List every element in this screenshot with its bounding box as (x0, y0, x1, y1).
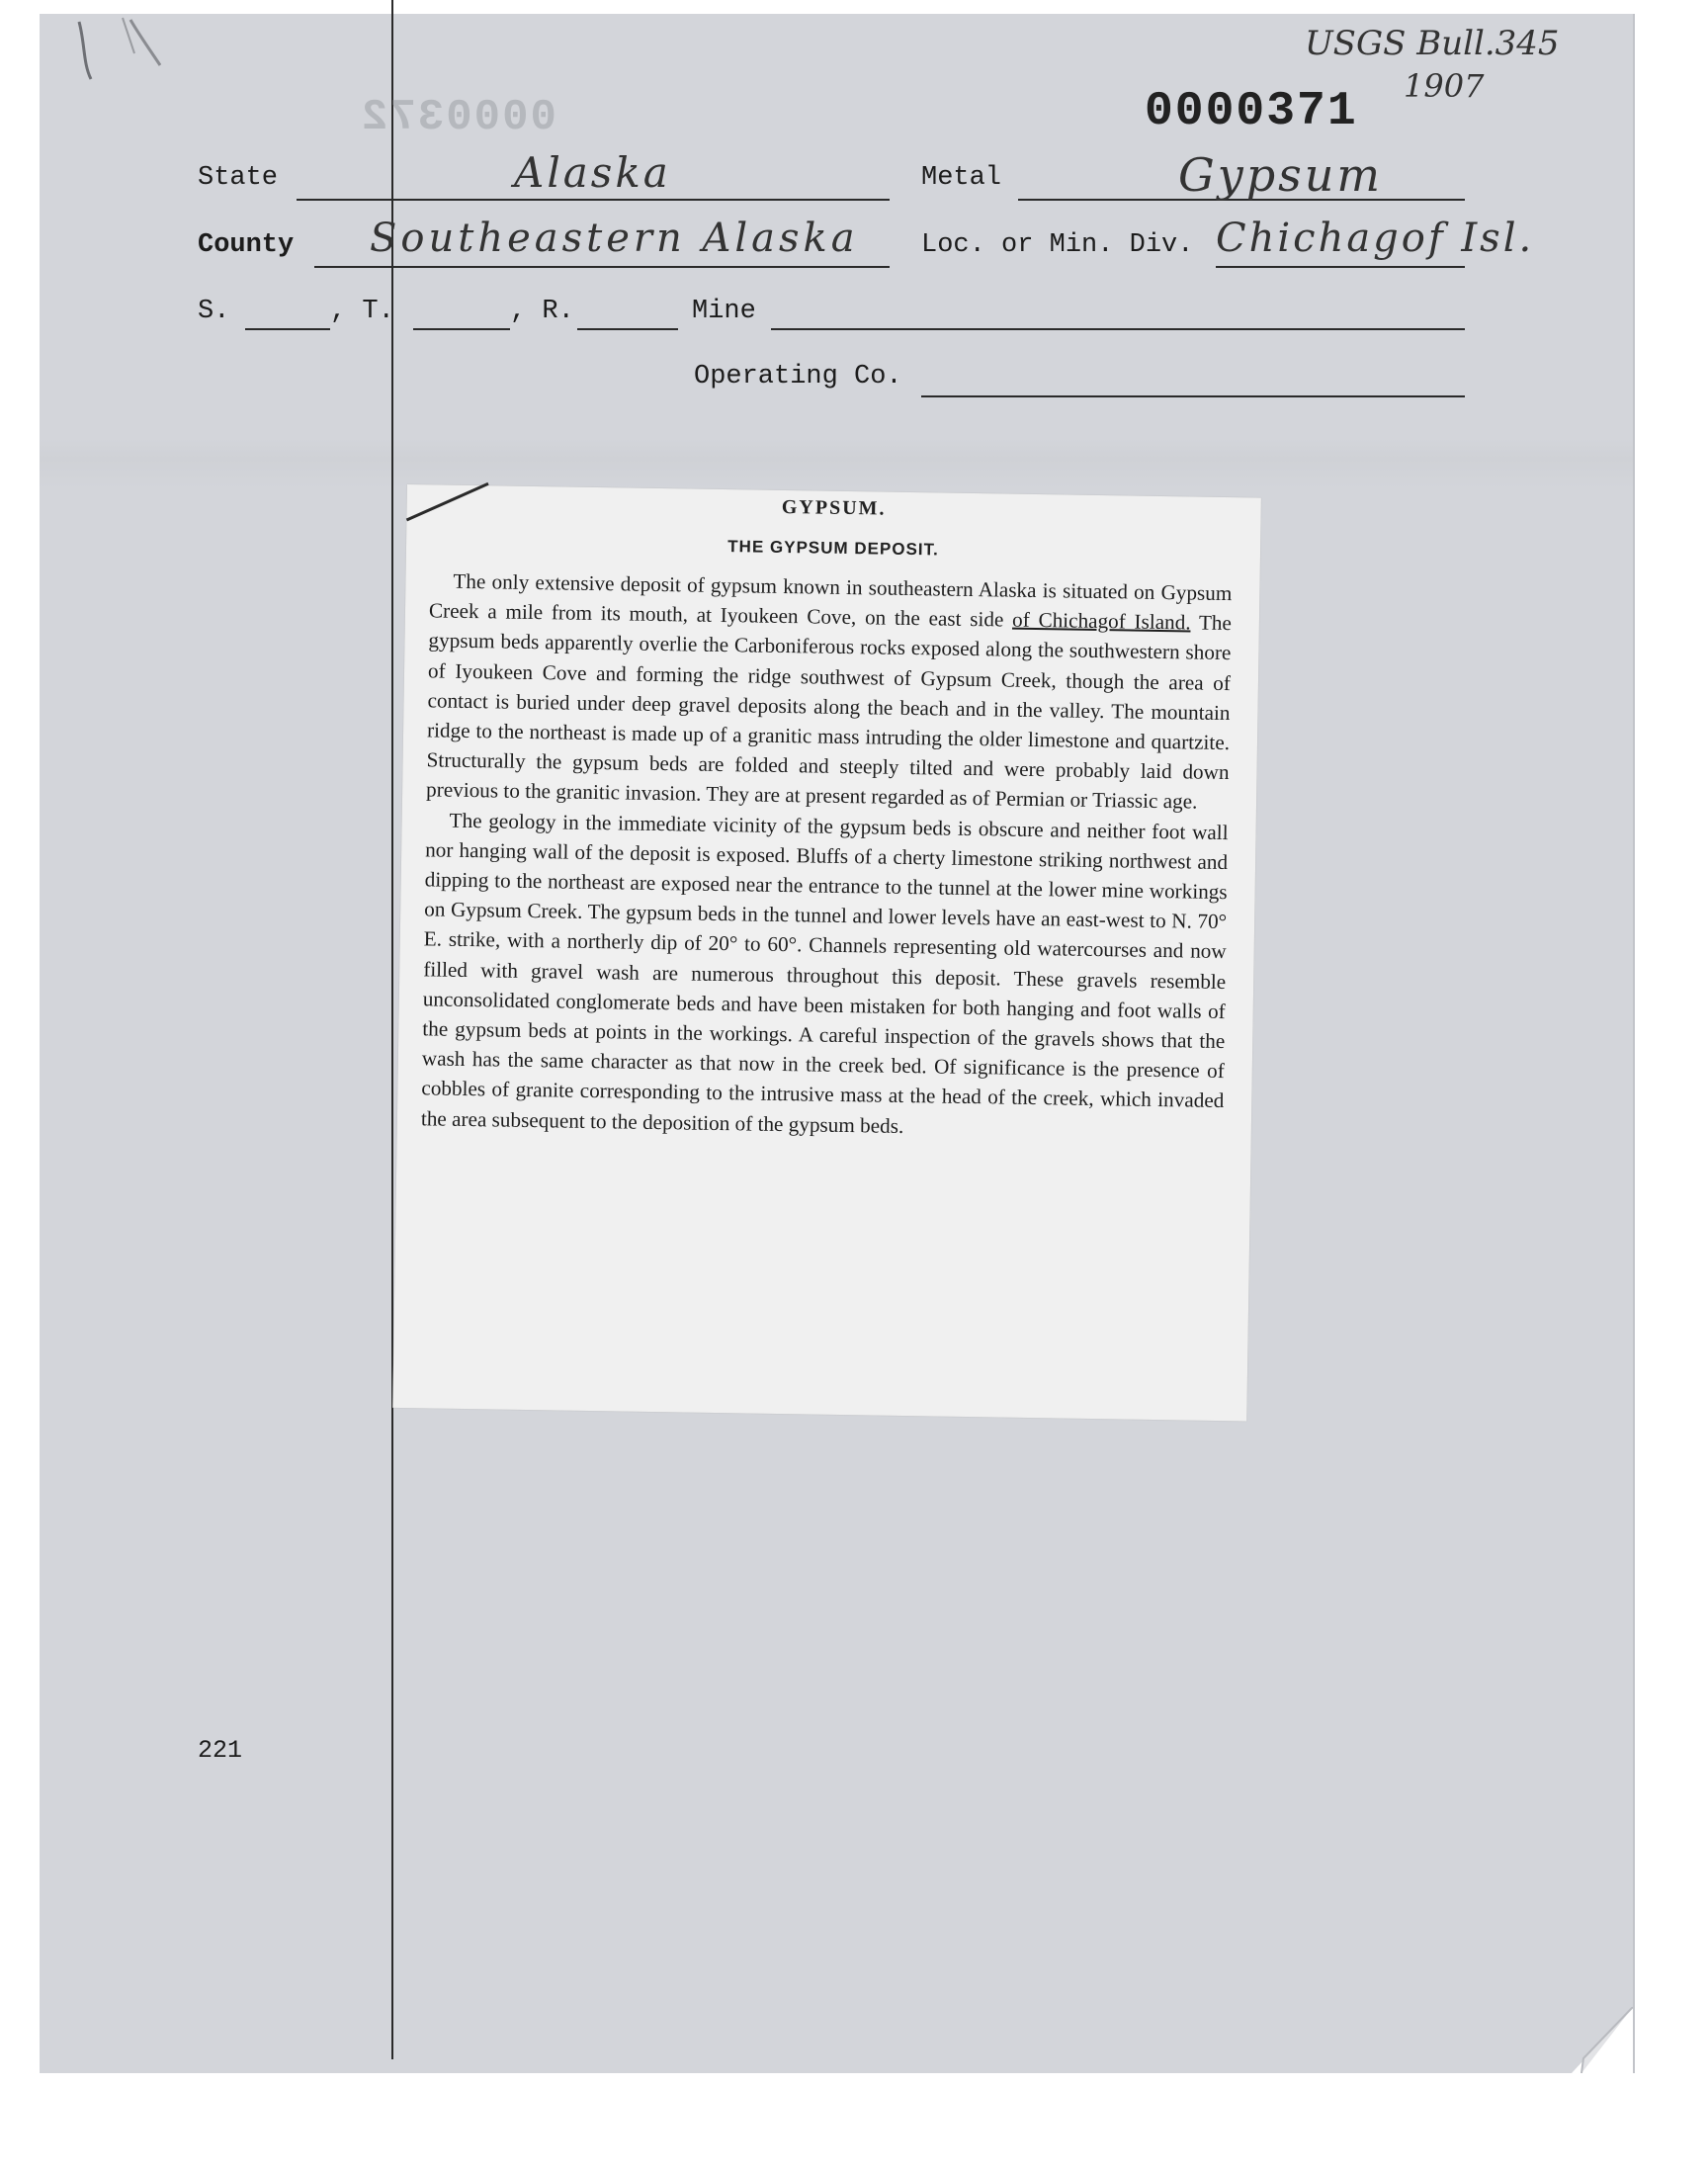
metal-value: Gypsum (1178, 148, 1384, 202)
state-rule (297, 199, 890, 201)
clipping-subheading: THE GYPSUM DEPOSIT. (727, 537, 939, 560)
note-line-2: 1907 (1404, 67, 1485, 105)
text-clipping (392, 484, 1261, 1421)
paragraph-1 (426, 566, 1233, 817)
state-label: State (198, 163, 279, 193)
mine-label: Mine (692, 297, 756, 326)
operating-co-label: Operating Co. (694, 362, 902, 392)
corner-fold (1572, 2007, 1633, 2073)
county-value: Southeastern Alaska (370, 216, 859, 261)
torn-tab-mark (40, 14, 168, 83)
section-rule (245, 328, 330, 330)
county-label: County (198, 230, 295, 260)
section-label: S. (198, 297, 230, 326)
clipping-body (421, 566, 1233, 1146)
county-rule (314, 266, 890, 268)
underlined-location: of Chichagof Island. (1011, 607, 1191, 635)
note-line-1: USGS Bull.345 (1305, 24, 1560, 63)
township-rule (413, 328, 510, 330)
metal-label: Metal (921, 163, 1002, 193)
document-number: 0000371 (1145, 85, 1358, 138)
township-label: , T. (330, 297, 394, 326)
scan-band (40, 439, 1633, 488)
operating-co-rule (921, 395, 1465, 397)
paragraph-1-end: The gypsum beds apparently overlie the Carboniferous rocks exposed along the southwestern shore of Iyoukeen Cove and forming the ridge southwest of Gypsum Creek, though the area of contact is buried under deep gravel deposits along the beach and in the valley. The mountain ridge to the northeast is made up of a granitic mass intruding the older limestone and quartzite. Structurally the gypsum beds are folded and steeply tilted and were probably laid down previous to the granitic invasion. They are at present regarded as of Permian or Triassic age. (425, 610, 1233, 815)
loc-rule (1216, 266, 1465, 268)
bleed-through-number: 0000372 (360, 93, 556, 142)
loc-label: Loc. or Min. Div. (921, 230, 1194, 260)
page-number: 221 (198, 1736, 243, 1765)
mine-rule (771, 328, 1465, 330)
state-value: Alaska (514, 148, 671, 197)
loc-value: Chichagof Isl. (1216, 216, 1535, 261)
clipping-heading: GYPSUM. (781, 495, 887, 520)
range-label: , R. (510, 297, 574, 326)
paragraph-1-start: The only extensive deposit of gypsum known in southeastern Alaska is situated on Gypsum Creek a mile from its mouth, at Iyoukeen Cove, on the east side (428, 568, 1233, 632)
paragraph-2: The geology in the immediate vicinity of the gypsum beds is obscure and neither foot wall nor hanging wall of the deposit is exposed. Bluffs of a cherty limestone striking northwest and dipping to the northeast are exposed near the entrance to the tunnel at the lower mine workings on Gypsum Creek. The gypsum beds in the tunnel and lower levels have an east-west to N. 70° E. strike, with a northerly dip of 20° to 60°. Channels representing old watercourses and now filled with gravel wash are numerous throughout this deposit. These gravels resemble unconsolidated conglomerate beds and have been mistaken for both hanging and foot walls of the gypsum beds at points in the workings. A careful inspection of the gravels shows that the wash has the same character as that now in the creek bed. Of significance is the presence of cobbles of granite corresponding to the intrusive mass at the head of the creek, which invaded the area subsequent to the deposition of the gypsum beds. (420, 808, 1229, 1138)
range-rule (577, 328, 678, 330)
